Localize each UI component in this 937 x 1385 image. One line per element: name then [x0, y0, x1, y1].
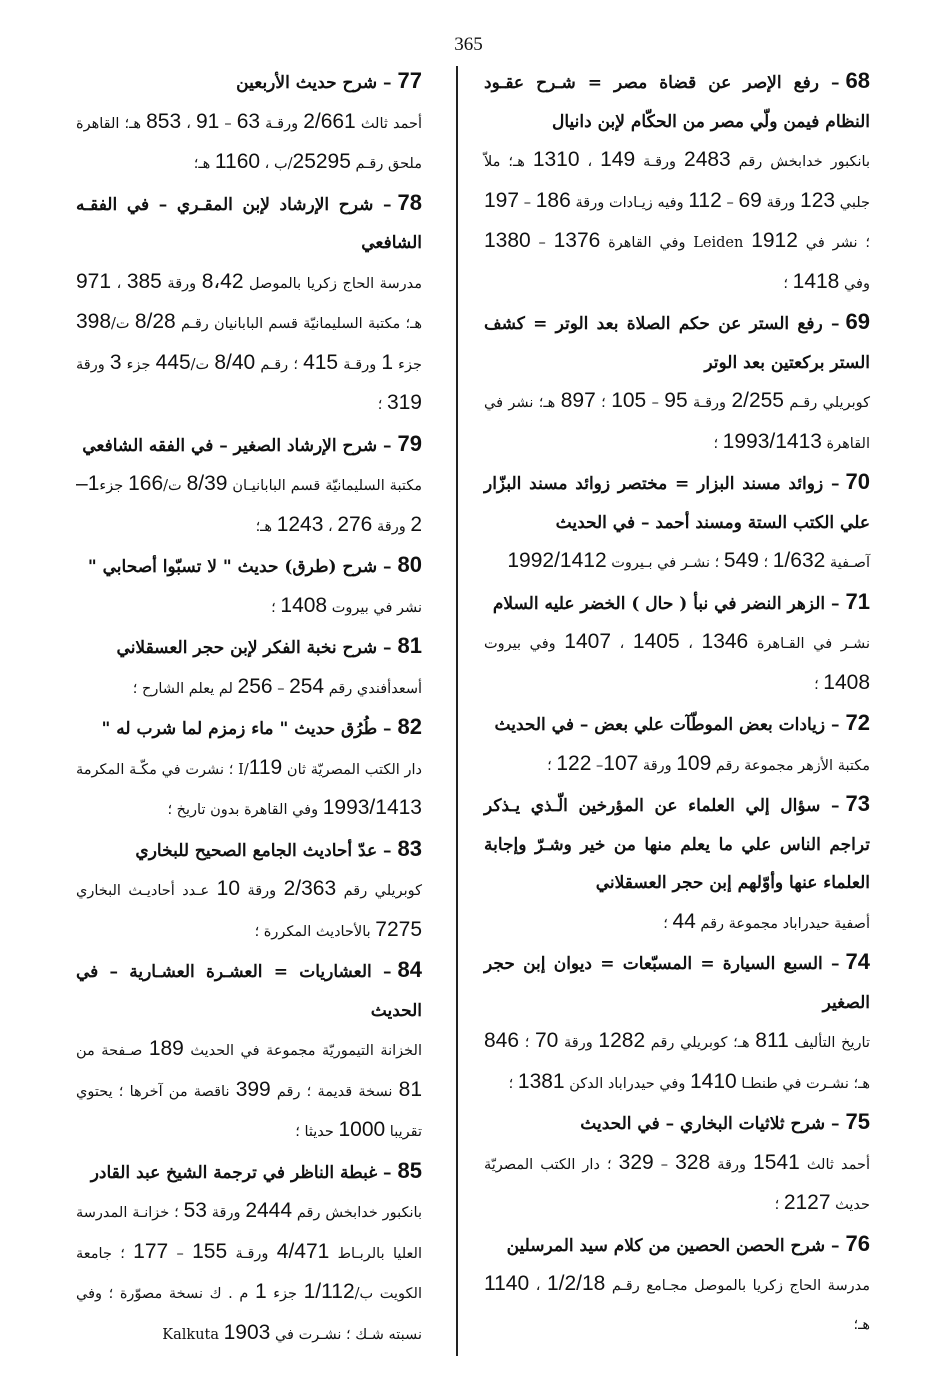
catalogue-entry [484, 583, 870, 705]
catalogue-entry [484, 62, 870, 303]
catalogue-entry [76, 425, 422, 547]
entry-title [76, 830, 422, 871]
entry-number: 77 [397, 68, 422, 93]
entry-title [76, 546, 422, 587]
entry-title [76, 62, 422, 103]
entry-body: دار الكتب المصريّة ثان 119/I ؛ نشرت في مكّـة المكرمة 1993/1413 وفي القاهرة بدون تاريخ ؛ [76, 755, 423, 819]
entry-body: بانكبور خدابخش رقم 2483 ورقـة 149 ، 1310 هـ؛ ملاّ جلبي 123 ورقة 69 – 112 وفيه زيـادات ورقة 186 – 197 ؛ نشر في Leiden 1912 وفي القاهرة 1376 – 1380 وفي 1418 ؛ [484, 148, 871, 293]
right-column [484, 62, 870, 1344]
entry-number: 74 [845, 949, 870, 974]
catalogue-entry [484, 943, 870, 1103]
entry-body: أسعدأفندي رقم 254 – 256 لم يعلم الشارح ؛ [132, 674, 422, 698]
entry-title [484, 785, 870, 903]
catalogue-entry [76, 1152, 422, 1355]
entry-title [76, 708, 422, 749]
catalogue-entry [76, 708, 422, 830]
entry-number: 76 [845, 1230, 870, 1256]
catalogue-entry [76, 830, 422, 952]
entry-title-text: – زوائد مسند البزار = مختصر زوائد مسند البزّار علي الكتب الستة ومسند أحمد – في الحديث [484, 474, 870, 533]
entry-title [76, 184, 422, 263]
entry-title-text: – عدّ أحاديث الجامع الصحيح للبخاري [135, 840, 392, 861]
entry-number: 82 [397, 714, 422, 739]
entry-number: 80 [397, 552, 422, 577]
entry-title [484, 583, 870, 624]
entry-title-text: – شرح (طرق) حديث " لا تسبّوا أصحابي " [87, 557, 392, 577]
catalogue-entry [76, 546, 422, 627]
catalogue-entry [484, 785, 870, 943]
entry-title-text: – شرح الإرشاد لإبن المقـري – في الفقـه الشافعي [76, 194, 422, 253]
catalogue-entry [484, 704, 870, 785]
entry-body: نشـر في القـاهرة 1346 ، 1405 ، 1407 وفي بيروت 1408 ؛ [484, 630, 870, 694]
entry-title-text: – سؤال إلي العلماء عن المؤرخين الّـذي يـذكر تراجم الناس علي ما يعلم منها من خير وشـرّ وإجابة العلماء عنها وأوّلهم إبن حجر العسقلاني [484, 796, 870, 893]
entry-body: كوبريلي رقـم 2/255 ورقـة 95 – 105 ؛ 897 هـ؛ نشر في القاهرة 1993/1413 ؛ [484, 389, 870, 453]
entry-body: آصـفية 1/632 ؛ 549 ؛ نشـر في بـيروت 1992/1412 [507, 549, 870, 572]
entry-title [76, 1152, 422, 1193]
catalogue-entry [484, 1225, 870, 1345]
entry-title-text: – رفع الإصر عن قضاة مصر = شـرح عقـود النظام فيمن ولّي مصر من الحكّام لإبن دانيال [484, 73, 870, 132]
entry-title-text: – الزهر النضر في نبأ ( حال ) الخضر عليه السلام [492, 593, 840, 614]
entry-number: 78 [397, 189, 422, 215]
entry-body: مدرسة الحاج زكريا بالموصل مجـامع رقـم 1/2/18 ، 1140 هـ؛ [484, 1272, 870, 1333]
entry-title-text: – شرح الإرشاد الصغير – في الفقه الشافعي [82, 435, 392, 456]
entry-number: 83 [397, 835, 422, 861]
entry-title-text: – غبطة الناظر في ترجمة الشيخ عبد القادر [90, 1162, 392, 1183]
entry-body: مكتبة الأزهر مجموعة رقم 109 ورقة 107– 122 ؛ [547, 751, 870, 775]
catalogue-entry [76, 184, 422, 425]
entry-title-text: – شرح نخبة الفكر لإبن حجر العسقلاني [116, 638, 392, 658]
entry-title-text: – شرح حديث الأربعين [236, 73, 392, 93]
catalogue-entry [76, 627, 422, 708]
entry-body: بانكبور خدابخش رقم 2444 ورقة 53 ؛ خزانـة المدرسة العليا بالربـاط 4/471 ورقـة 155 – 177 ؛ جامعة الكويت ب/1/112 جزء 1 م . ك نسخة مصوّرة ؛ وفي نسبته شـك ؛ نشـرت في Kalkuta 1903 [76, 1199, 423, 1344]
catalogue-entry [484, 1103, 870, 1225]
entry-body: نشر في بيروت 1408 ؛ [271, 593, 422, 617]
entry-title [484, 1225, 870, 1266]
entry-body: أحمد ثالث 1541 ورقة 328 – 329 ؛ دار الكتب المصريّة حديث 2127 ؛ [484, 1150, 870, 1214]
entry-title [484, 62, 870, 141]
catalogue-entry [76, 62, 422, 184]
entry-number: 69 [845, 309, 870, 334]
entry-body: مدرسة الحاج زكريا بالموصل 8،42 ورقة 385 ، 971 هـ؛ مكتبة السليمانيّة قسم البابانيان رقـم 8/28 ت/398 جزء 1 ورقـة 415 ؛ رقـم 8/40 ت/445 جزء 3 ورقة 319 ؛ [76, 269, 422, 414]
entry-number: 73 [845, 791, 870, 816]
entry-title [76, 951, 422, 1030]
entry-body: تاريخ التأليف 811 هـ؛ كوبريلي رقم 1282 ورقة 70 ؛ 846 هـ؛ نشـرت في طنطـا 1410 وفي حيدراباد الدكن 1381 ؛ [484, 1029, 870, 1093]
entry-title-text: – رفع الستر عن حكم الصلاة بعد الوتر = كشف الستر بركعتين بعد الوتر [484, 314, 870, 373]
entry-number: 81 [397, 633, 422, 658]
entry-title [484, 1103, 870, 1144]
entry-body: الخزانة التيموريّة مجموعة في الحديث 189 صـفحة من 81 نسخة قديمة ؛ رقم 399 ناقصة من آخرها ؛ يحتوي تقريبا 1000 حديثا ؛ [76, 1037, 422, 1141]
entry-title-text: – العشاريات = العشـرة العشـارية – في الحديث [76, 962, 422, 1021]
entry-title-text: – زيادات بعض الموطّآت علي بعض – في الحديث [494, 715, 840, 735]
column-divider [456, 66, 458, 1356]
entry-number: 85 [397, 1157, 422, 1183]
entry-title [484, 704, 870, 745]
entry-title [76, 627, 422, 668]
entry-number: 72 [845, 710, 870, 735]
entry-number: 70 [845, 469, 870, 494]
entry-body: كوبريلي رقم 2/363 ورقة 10 عـدد أحاديـث البخاري 7275 بالأحاديث المكررة ؛ [76, 877, 422, 941]
entry-number: 75 [845, 1109, 870, 1134]
catalogue-entry [484, 303, 870, 463]
entry-title-text: – طُرُق حديث " ماء زمزم لما شرب له " [101, 719, 392, 739]
entry-number: 71 [845, 588, 870, 614]
entry-number: 68 [845, 68, 870, 93]
entry-body: أصفية حيدراباد مجموعة رقم 44 ؛ [663, 909, 870, 933]
entry-title-text: – شرح ثلاثيات البخاري – في الحديث [580, 1114, 840, 1134]
catalogue-entry [484, 463, 870, 583]
entry-title [484, 943, 870, 1022]
left-column [76, 62, 422, 1354]
entry-title-text: – شرح الحصن الحصين من كلام سيد المرسلين [506, 1235, 840, 1256]
entry-title-text: – السبع السيارة = المسبّعات = ديوان إبن حجر الصغير [484, 954, 870, 1013]
entry-body: مكتبة السليمانيّة قسم البابانيـان 8/39 ت/166 جزء1–2 ورقة 276 ، 1243 هـ؛ [76, 472, 422, 536]
entry-title [484, 463, 870, 542]
page-number: 365 [454, 34, 483, 55]
catalogue-entry [76, 951, 422, 1152]
entry-number: 84 [397, 957, 422, 982]
entry-title [484, 303, 870, 382]
entry-title [76, 425, 422, 466]
entry-body: أحمد ثالث 2/661 ورقـة 63 – 91 ، 853 هـ؛ القاهرة ملحق رقـم 25295/ب ، 1160 هـ؛ [76, 109, 422, 173]
entry-number: 79 [397, 430, 422, 456]
